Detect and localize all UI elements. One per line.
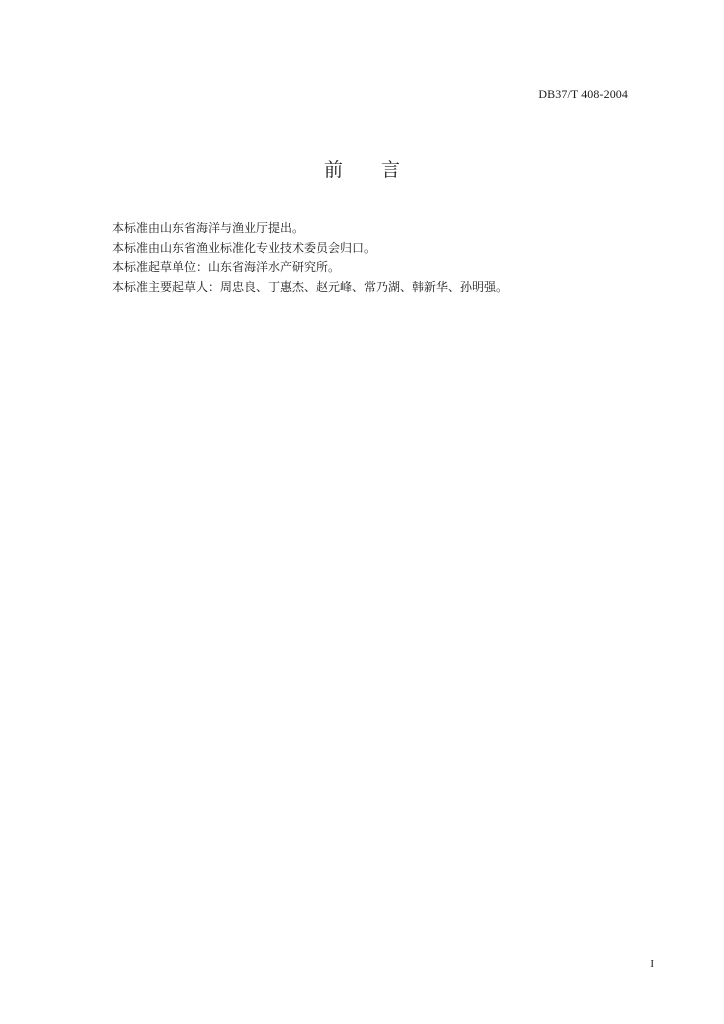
foreword-paragraph: 本标准由山东省渔业标准化专业技术委员会归口。	[112, 240, 377, 255]
foreword-paragraph: 本标准主要起草人：周忠良、丁惠杰、赵元峰、常乃湖、韩新华、孙明强。	[112, 279, 509, 294]
foreword-paragraph: 本标准由山东省海洋与渔业厅提出。	[112, 221, 305, 235]
page-number: I	[650, 958, 654, 970]
foreword-body	[112, 219, 632, 297]
document-code: DB37/T 408-2004	[538, 87, 628, 101]
section-title: 前言	[323, 159, 438, 181]
foreword-paragraph: 本标准起草单位：山东省海洋水产研究所。	[112, 260, 341, 274]
